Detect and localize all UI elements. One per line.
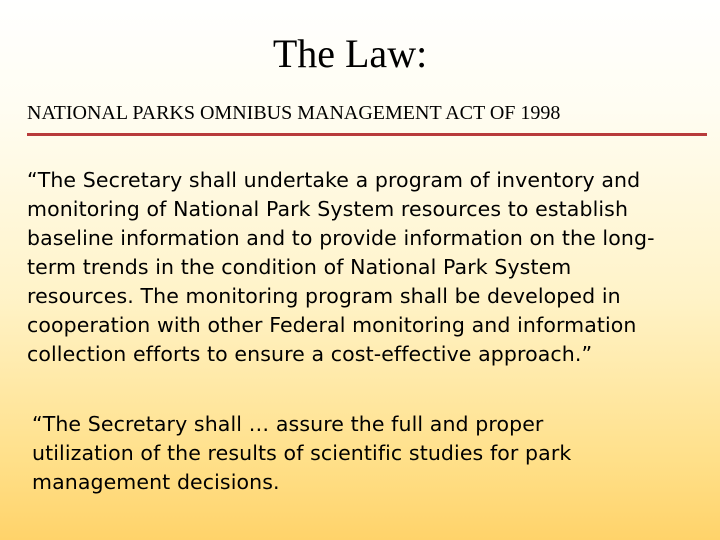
quote-line: “The Secretary shall undertake a program of inventory and [27, 168, 641, 192]
quote-line: baseline information and to provide information on the long- [27, 226, 655, 250]
divider-rule [27, 133, 707, 136]
quote-line: collection efforts to ensure a cost-effective approach.” [27, 342, 593, 366]
quote-line: resources. The monitoring program shall be developed in [27, 284, 621, 308]
slide-title: The Law: [272, 31, 428, 76]
quote-line: management decisions. [32, 470, 280, 494]
quote-line: monitoring of National Park System resources to establish [27, 197, 629, 221]
quote-line: utilization of the results of scientific studies for park [32, 441, 572, 465]
quote-line: term trends in the condition of National Park System [27, 255, 572, 279]
statute-quote-monitoring [27, 166, 655, 369]
act-name-heading: NATIONAL PARKS OMNIBUS MANAGEMENT ACT OF 1998 [27, 102, 561, 124]
statute-quote-science [32, 410, 571, 497]
quote-line: “The Secretary shall … assure the full and proper [32, 412, 544, 436]
quote-line: cooperation with other Federal monitoring and information [27, 313, 637, 337]
